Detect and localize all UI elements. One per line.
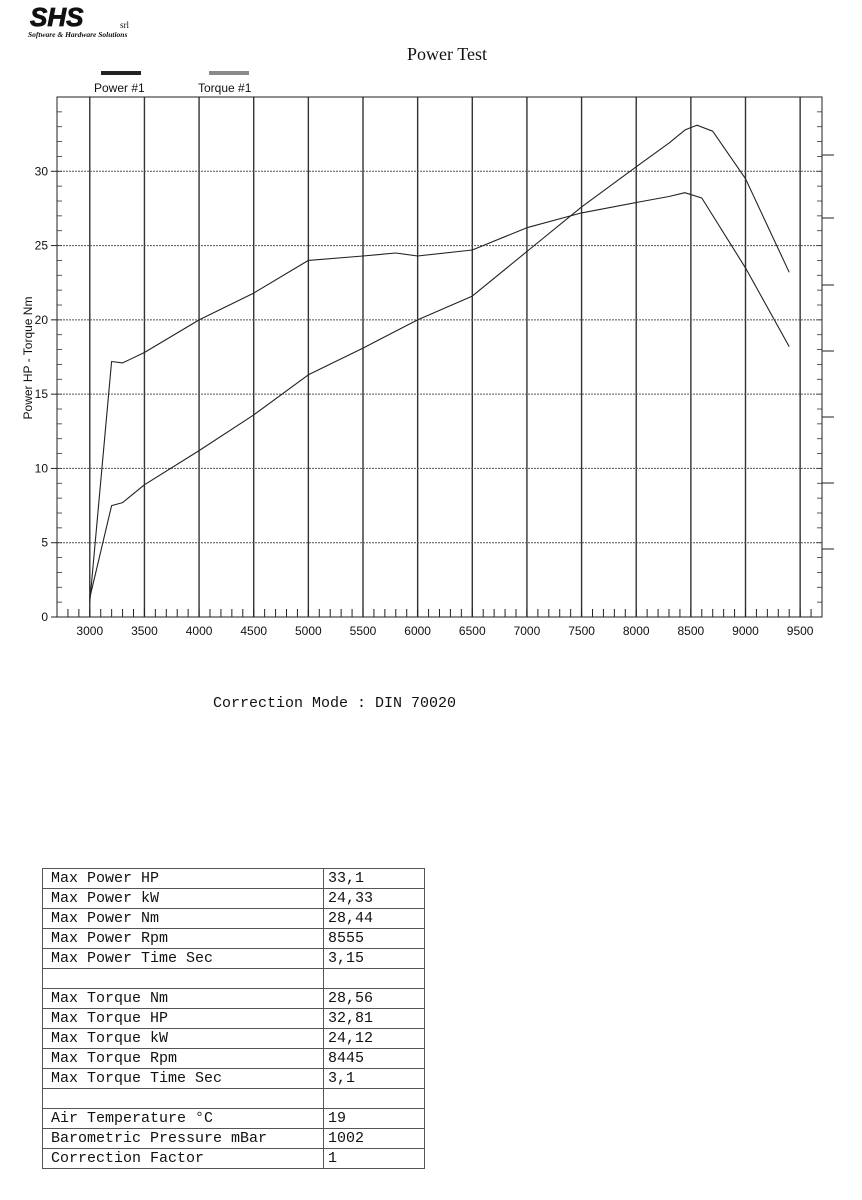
y-tick-label: 15 <box>34 387 48 402</box>
minor-ticks <box>51 112 834 617</box>
row-label: Max Power Nm <box>43 909 324 929</box>
row-label <box>43 1089 324 1109</box>
row-value: 3,15 <box>324 949 425 969</box>
correction-mode: Correction Mode : DIN 70020 <box>213 695 457 712</box>
table-spacer-row <box>43 1089 425 1109</box>
chart-title: Power Test <box>407 44 487 64</box>
table-row <box>43 909 425 929</box>
x-tick-label: 6000 <box>404 624 431 638</box>
row-label: Max Power HP <box>43 869 324 889</box>
x-tick-label: 5000 <box>295 624 322 638</box>
x-tick-label: 3000 <box>76 624 104 638</box>
x-tick-labels <box>76 624 813 638</box>
row-value: 19 <box>324 1109 425 1129</box>
table-row <box>43 1149 425 1169</box>
table-row <box>43 889 425 909</box>
y-tick-label: 10 <box>34 461 48 476</box>
results-table <box>42 868 425 1169</box>
table-row <box>43 929 425 949</box>
chart-legend <box>94 71 252 95</box>
row-value: 32,81 <box>324 1009 425 1029</box>
row-label: Max Power kW <box>43 889 324 909</box>
table-row <box>43 1109 425 1129</box>
x-tick-label: 3500 <box>131 624 158 638</box>
series-line-power <box>90 125 789 598</box>
table-row <box>43 1049 425 1069</box>
table-row <box>43 1009 425 1029</box>
x-tick-label: 7500 <box>568 624 595 638</box>
x-tick-label: 9000 <box>732 624 759 638</box>
row-label: Max Torque Time Sec <box>43 1069 324 1089</box>
row-value: 3,1 <box>324 1069 425 1089</box>
row-value <box>324 969 425 989</box>
legend-swatch-power <box>101 71 141 75</box>
x-tick-label: 9500 <box>786 624 814 638</box>
row-label <box>43 969 324 989</box>
y-tick-labels <box>35 164 49 624</box>
y-tick-label: 5 <box>41 535 48 550</box>
row-value: 24,12 <box>324 1029 425 1049</box>
row-value: 24,33 <box>324 889 425 909</box>
x-tick-label: 6500 <box>458 624 486 638</box>
row-value: 1 <box>324 1149 425 1169</box>
power-torque-chart <box>0 60 862 660</box>
row-label: Max Torque Nm <box>43 989 324 1009</box>
y-axis-label: Power HP - Torque Nm <box>21 296 35 420</box>
plot-frame <box>57 97 822 617</box>
row-value: 1002 <box>324 1129 425 1149</box>
row-label: Air Temperature °C <box>43 1109 324 1129</box>
y-tick-label: 25 <box>34 238 48 253</box>
legend-label-torque: Torque #1 <box>198 81 252 95</box>
table-row <box>43 949 425 969</box>
row-value: 8445 <box>324 1049 425 1069</box>
table-row <box>43 989 425 1009</box>
row-value: 28,44 <box>324 909 425 929</box>
row-label: Max Torque Rpm <box>43 1049 324 1069</box>
chart-grid <box>57 97 822 617</box>
x-tick-label: 8000 <box>622 624 650 638</box>
x-tick-label: 4000 <box>185 624 213 638</box>
legend-swatch-torque <box>209 71 249 75</box>
y-tick-label: 30 <box>34 164 48 179</box>
x-tick-label: 5500 <box>349 624 377 638</box>
table-row <box>43 1129 425 1149</box>
row-value: 8555 <box>324 929 425 949</box>
row-label: Max Power Rpm <box>43 929 324 949</box>
row-label: Max Torque kW <box>43 1029 324 1049</box>
x-tick-label: 4500 <box>240 624 268 638</box>
table-row <box>43 1029 425 1049</box>
row-value: 33,1 <box>324 869 425 889</box>
table-spacer-row <box>43 969 425 989</box>
legend-label-power: Power #1 <box>94 81 145 95</box>
row-label: Barometric Pressure mBar <box>43 1129 324 1149</box>
row-value <box>324 1089 425 1109</box>
row-value: 28,56 <box>324 989 425 1009</box>
logo-mark: SHS <box>30 4 84 32</box>
table-row <box>43 869 425 889</box>
x-tick-label: 7000 <box>513 624 541 638</box>
y-tick-label: 0 <box>41 610 48 624</box>
x-tick-label: 8500 <box>677 624 705 638</box>
table-row <box>43 1069 425 1089</box>
series-lines <box>90 125 789 602</box>
row-label: Max Power Time Sec <box>43 949 324 969</box>
row-label: Correction Factor <box>43 1149 324 1169</box>
row-label: Max Torque HP <box>43 1009 324 1029</box>
series-line-torque <box>90 193 789 602</box>
logo-tagline: Software & Hardware Solutions <box>28 30 128 39</box>
y-tick-label: 20 <box>34 312 48 327</box>
shs-logo <box>28 4 178 40</box>
logo-suffix: srl <box>120 20 129 30</box>
